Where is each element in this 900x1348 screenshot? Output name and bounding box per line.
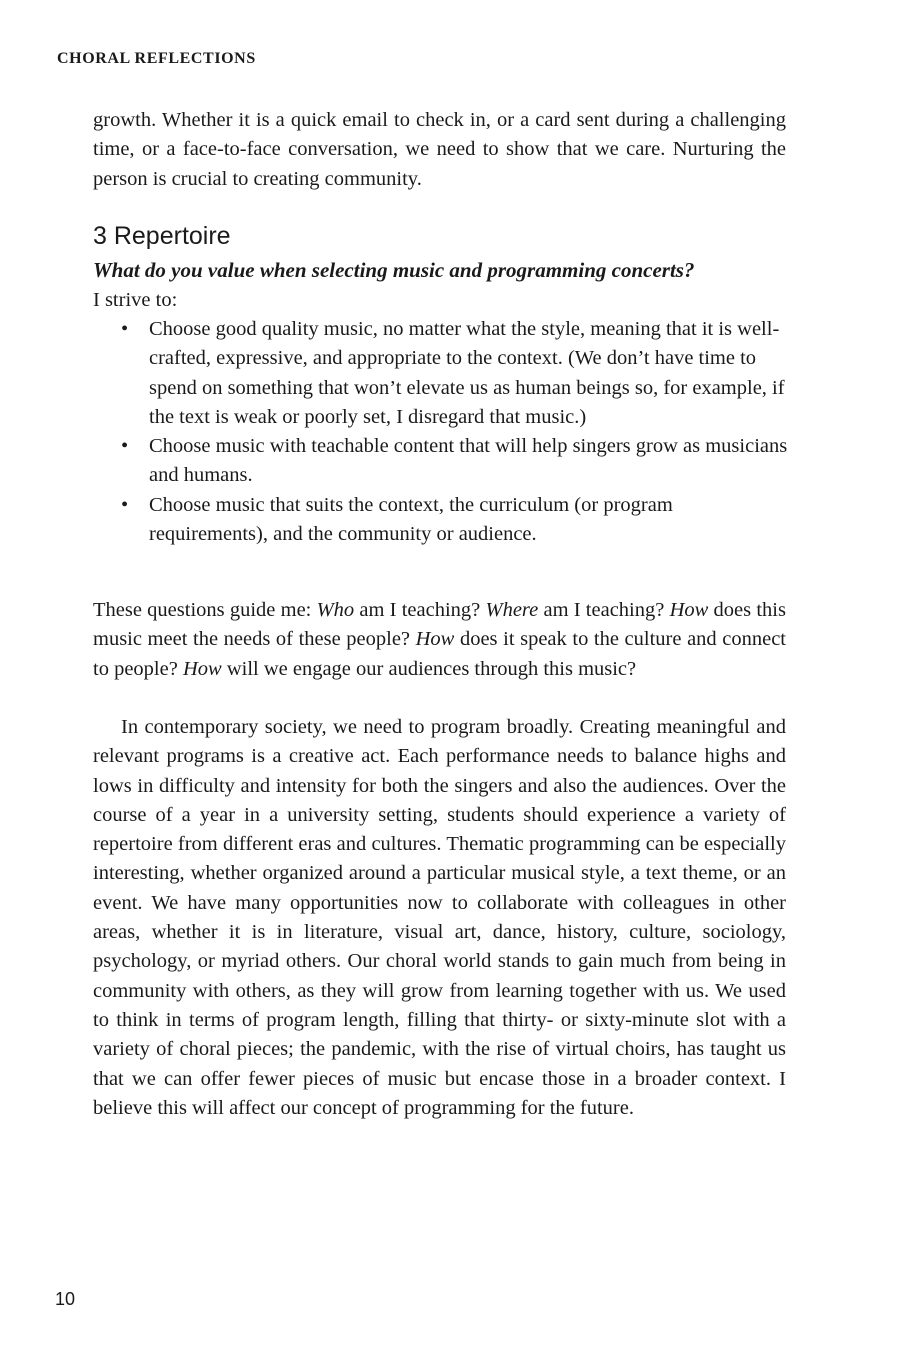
- guide-text: does this music meet the needs of these people?: [93, 599, 786, 651]
- bullet-text: Choose music with teachable content that will help singers grow as musicians and humans.: [149, 435, 788, 487]
- section-heading: 3 Repertoire: [93, 222, 231, 250]
- section-question: What do you value when selecting music and programming concerts?: [93, 258, 695, 282]
- guide-emphasis: How: [182, 657, 222, 680]
- bullet-item: [121, 432, 789, 491]
- bullet-list: [121, 315, 789, 549]
- continued-paragraph: growth. Whether it is a quick email to check in, or a card sent during a challenging time, or a face-to-face conversation, we need to show that we care. Nurturing the person is crucial to creating community.: [93, 109, 786, 190]
- page-number: 10: [55, 1289, 76, 1309]
- bullet-text: Choose music that suits the context, the curriculum (or program requirements), and the community or audience.: [149, 493, 673, 546]
- guide-emphasis: Who: [316, 599, 355, 621]
- bullet-symbol: •: [121, 318, 129, 340]
- guide-emphasis: How: [415, 628, 455, 651]
- guide-emphasis: Where: [485, 599, 539, 621]
- bullet-item: [121, 315, 789, 432]
- guide-text: These questions guide me:: [93, 599, 317, 621]
- bullet-text: Choose good quality music, no matter what the style, meaning that it is well-crafted, expressive, and appropriate to the context. (We don’t have time to spend on something that won’t elevate us as human beings so, for example, if the text is weak or poorly set, I disregard that music.): [149, 318, 785, 428]
- guide-text: does it speak to the culture and connect to people?: [93, 628, 786, 680]
- bullet-item: [121, 491, 789, 550]
- guide-emphasis: How: [669, 599, 709, 621]
- guide-text: am I teaching?: [354, 599, 486, 621]
- guide-text: am I teaching?: [538, 599, 670, 621]
- bullet-symbol: •: [121, 493, 129, 516]
- intro-line: I strive to:: [93, 289, 178, 311]
- guide-paragraph: [93, 596, 786, 684]
- guide-text: will we engage our audiences through this music?: [221, 657, 637, 680]
- main-paragraph: In contemporary society, we need to program broadly. Creating meaningful and relevant programs is a creative act. Each performance needs to balance highs and lows in difficulty and intensity for both the singers and also the audiences. Over the course of a year in a university setting, students should experience a variety of repertoire from different eras and cultures. Thematic programming can be especially interesting, whether organized around a particular musical style, a text theme, or an event. We have many opportunities now to collaborate with colleagues in other areas, whether it is in literature, visual art, dance, history, culture, sociology, psychology, or myriad others. Our choral world stands to gain much from being in community with others, as they will grow from learning together with us. We used to think in terms of program length, filling that thirty- or sixty-minute slot with a variety of choral pieces; the pandemic, with the rise of virtual choirs, has taught us that we can offer fewer pieces of music but encase those in a broader context. I believe this will affect our concept of programming for the future.: [93, 716, 786, 1119]
- running-head: CHORAL REFLECTIONS: [57, 50, 256, 67]
- bullet-symbol: •: [121, 435, 129, 458]
